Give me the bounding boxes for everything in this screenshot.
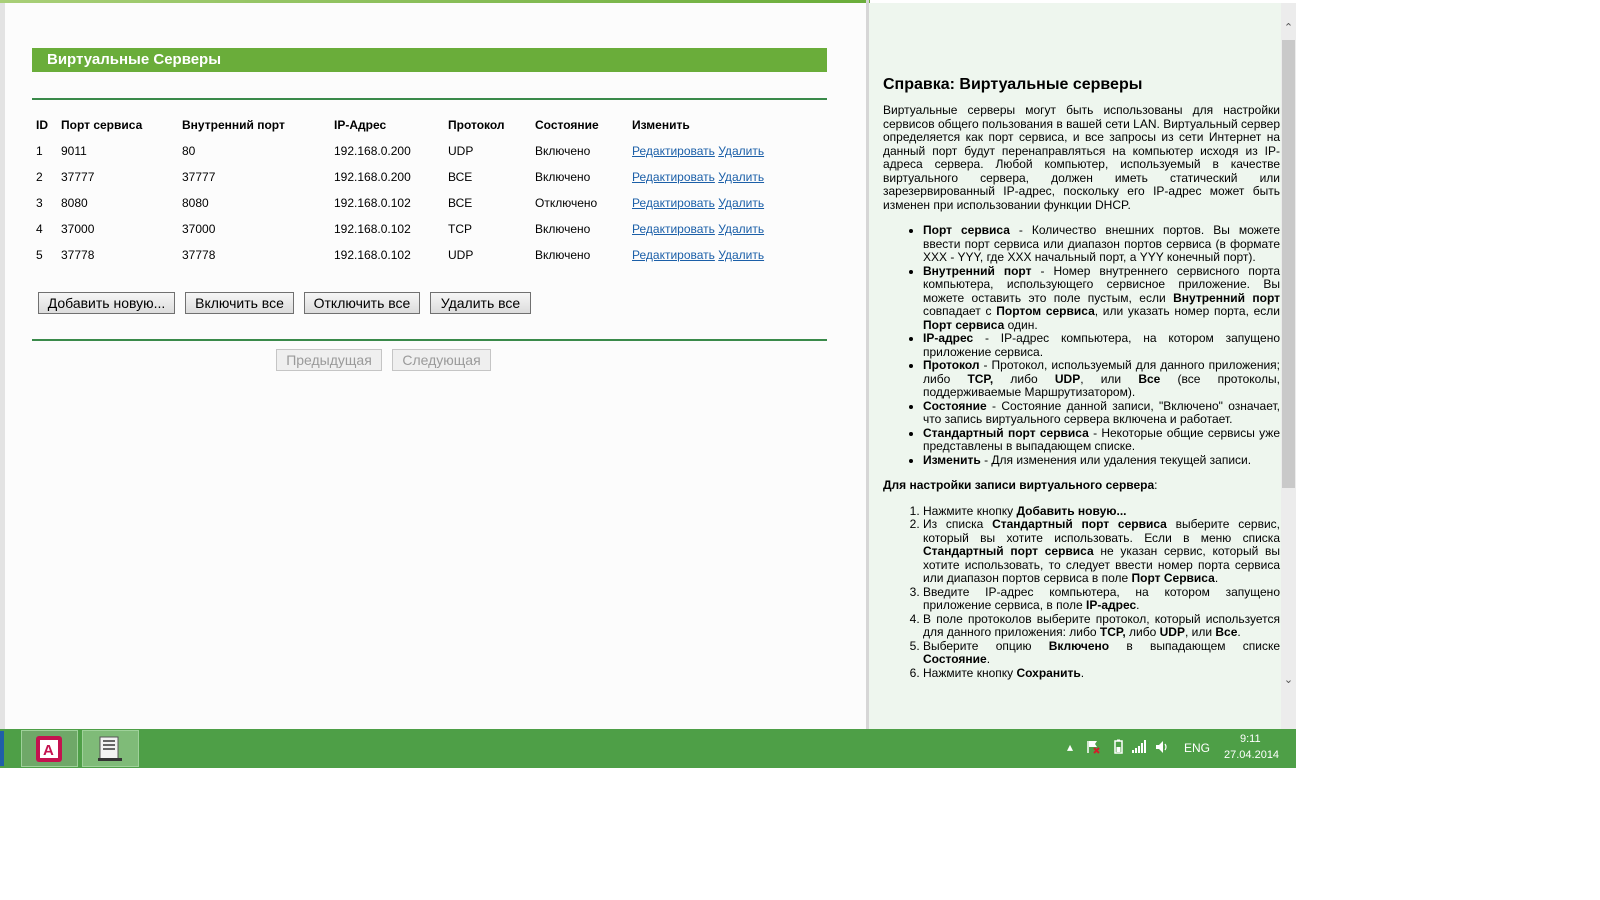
edit-link[interactable]: Редактировать [632, 144, 715, 158]
help-text: - Некоторые общие сервисы уже представлены в выпадающем списке. [923, 425, 1280, 453]
virtual-servers-table [32, 112, 822, 268]
delete-link[interactable]: Удалить [718, 222, 765, 236]
taskbar-app-explorer[interactable] [82, 730, 139, 767]
cell-protocol: UDP [448, 144, 474, 158]
help-term: Протокол [923, 358, 980, 372]
help-text: . [1214, 571, 1219, 585]
cell-actions [628, 242, 822, 268]
language-indicator[interactable]: ENG [1184, 741, 1211, 755]
server-app-icon [96, 735, 124, 763]
help-bold: Порт сервиса [923, 317, 1005, 332]
cell-internal-port: 80 [182, 144, 196, 158]
help-panel [869, 3, 1281, 729]
taskbar-app-access[interactable] [21, 730, 78, 767]
delete-link[interactable]: Удалить [718, 170, 765, 184]
help-text: - IP-адрес компьютера, на котором запущено приложение сервиса. [923, 331, 1280, 359]
list-item [923, 400, 1280, 427]
cell-status: Включено [535, 144, 591, 158]
cell-service-port: 8080 [61, 196, 88, 210]
list-item [923, 224, 1280, 265]
help-bold: TCP, [967, 371, 994, 386]
cell-actions [628, 216, 822, 242]
help-text: - Протокол, используемый для данного приложения; либо [923, 358, 1280, 386]
scroll-down-icon[interactable]: ⌄ [1283, 674, 1294, 686]
cell-ip: 192.168.0.200 [334, 170, 411, 184]
help-text: либо [993, 371, 1055, 386]
cell-id: 5 [36, 248, 43, 262]
start-button-edge[interactable] [0, 731, 4, 766]
help-text: Выберите опцию [923, 638, 1049, 653]
help-term: Изменить [923, 452, 981, 467]
cell-status: Включено [535, 222, 591, 236]
header-modify: Изменить [632, 118, 690, 132]
cell-internal-port: 8080 [182, 196, 209, 210]
help-text: (все протоколы, поддерживаемые Маршрутизатором). [923, 371, 1280, 399]
disable-all-button[interactable]: Отключить все [304, 292, 420, 314]
list-item [923, 518, 1280, 586]
help-bold: Состояние [923, 652, 987, 666]
table-row [32, 190, 822, 216]
list-item [923, 586, 1280, 613]
bottom-divider [32, 339, 827, 341]
header-ip-address: IP-Адрес [334, 118, 387, 132]
battery-icon[interactable] [1110, 739, 1126, 755]
list-item [923, 667, 1280, 681]
enable-all-button[interactable]: Включить все [185, 292, 294, 314]
help-setup-heading [883, 479, 1280, 493]
add-new-button[interactable]: Добавить новую... [38, 292, 175, 314]
help-text: Нажмите кнопку [923, 665, 1017, 680]
help-text: - Состояние данной записи, "Включено" означает, что запись виртуального сервера включена и работает. [923, 398, 1280, 426]
list-item [923, 640, 1280, 667]
previous-page-button[interactable]: Предыдущая [276, 349, 382, 371]
help-intro: Виртуальные серверы могут быть использованы для настройки сервисов общего пользования в вашей сети LAN. Виртуальный сервер определяется как порт сервиса, и все запросы из сети Интернет на данный порт будут перенаправляться на компьютер исходя из IP-адреса сервера. Любой компьютер, используемый в качестве виртуального сервера, должен иметь статический или зарезервированный IP-адрес, поскольку его IP-адрес может быть изменен при использовании функции DHCP. [883, 103, 1280, 212]
help-bold: Стандартный порт сервиса [923, 544, 1094, 558]
help-field-list [883, 224, 1280, 467]
cell-ip: 192.168.0.102 [334, 222, 411, 236]
list-item [923, 505, 1280, 519]
cell-service-port: 37777 [61, 170, 95, 184]
list-item [923, 427, 1280, 454]
delete-link[interactable]: Удалить [718, 144, 765, 158]
cell-ip: 192.168.0.200 [334, 144, 411, 158]
help-setup-colon: : [1154, 478, 1158, 492]
cell-actions [628, 190, 822, 216]
list-item [923, 613, 1280, 640]
delete-link[interactable]: Удалить [718, 196, 765, 210]
taskbar [0, 729, 1296, 768]
cell-status: Включено [535, 248, 591, 262]
cell-status: Включено [535, 170, 591, 184]
help-bold: UDP [1054, 371, 1081, 386]
cell-actions [628, 164, 822, 190]
cell-actions [628, 138, 822, 164]
help-text: либо [1125, 625, 1160, 639]
help-text: , или указать номер порта, если [1094, 304, 1280, 318]
help-bold: IP-адрес [1085, 598, 1137, 612]
cell-status: Отключено [535, 196, 598, 210]
signal-strength-icon[interactable] [1131, 739, 1147, 755]
cell-ip: 192.168.0.102 [334, 248, 411, 262]
cell-protocol: UDP [448, 248, 474, 262]
edit-link[interactable]: Редактировать [632, 222, 715, 236]
help-text: - Номер внутреннего сервисного порта компьютера, использующего сервисное приложение. Вы можете оставить это поле пустым, если [923, 263, 1281, 305]
help-bold: Стандартный порт сервиса [992, 517, 1167, 531]
access-app-icon [35, 735, 63, 763]
help-bold: Добавить новую... [1016, 503, 1127, 518]
help-bold: Сохранить [1016, 665, 1081, 680]
help-bold: TCP, [1099, 625, 1126, 639]
help-text: , или [1080, 371, 1139, 386]
cell-internal-port: 37000 [182, 222, 216, 236]
clock-date[interactable]: 27.04.2014 [1224, 749, 1280, 761]
help-text: - Для изменения или удаления текущей записи. [980, 452, 1252, 467]
next-page-button[interactable]: Следующая [392, 349, 491, 371]
help-text: Введите IP-адрес компьютера, на котором запущено приложение сервиса, в поле [923, 584, 1280, 612]
tray-expand-icon[interactable]: ▴ [1066, 740, 1074, 754]
top-divider [32, 98, 827, 100]
help-bold: Включено [1048, 638, 1110, 653]
cell-internal-port: 37778 [182, 248, 216, 262]
svg-text:A: A [43, 742, 54, 759]
page-title: Виртуальные Серверы [32, 48, 827, 72]
help-text: . [1136, 598, 1140, 612]
help-bold: Порт Сервиса [1131, 571, 1215, 585]
help-bold: UDP [1159, 625, 1185, 639]
help-term: Состояние [923, 398, 987, 413]
help-text: - Количество внешних портов. Вы можете ввести порт сервиса или диапазон портов сервиса (в формате XXX - YYY, где XXX начальный порт, а YYY конечный порт). [923, 223, 1281, 264]
edit-link[interactable]: Редактировать [632, 170, 715, 184]
header-protocol: Протокол [448, 118, 505, 132]
help-term: Стандартный порт сервиса [923, 425, 1089, 440]
help-text: в выпадающем списке [1109, 638, 1280, 653]
header-internal-port: Внутренний порт [182, 118, 285, 132]
help-text: один. [1004, 317, 1038, 332]
cell-internal-port: 37777 [182, 170, 216, 184]
list-item [923, 359, 1280, 400]
cell-protocol: ВСЕ [448, 170, 473, 184]
cell-id: 3 [36, 196, 43, 210]
cell-protocol: TCP [448, 222, 472, 236]
table-row [32, 138, 822, 164]
help-text: не указан сервис, который вы хотите использовать, то следует ввести номер порта сервиса или диапазон портов сервиса в поле [923, 544, 1280, 585]
help-term: Внутренний порт [923, 263, 1032, 278]
header-status: Состояние [535, 118, 599, 132]
cell-id: 4 [36, 222, 43, 236]
cell-service-port: 37000 [61, 222, 95, 236]
delete-link[interactable]: Удалить [718, 248, 765, 262]
help-title: Справка: Виртуальные серверы [883, 76, 1143, 93]
help-text: . [1080, 665, 1085, 680]
help-text: В поле протоколов выберите протокол, который используется для данного приложения: либо [923, 611, 1280, 639]
help-text: . [1237, 625, 1241, 639]
table-row [32, 242, 822, 268]
edit-link[interactable]: Редактировать [632, 248, 715, 262]
help-setup-title: Для настройки записи виртуального сервера [883, 478, 1155, 492]
cell-service-port: 9011 [61, 144, 87, 158]
cell-id: 2 [36, 170, 43, 184]
cell-ip: 192.168.0.102 [334, 196, 411, 210]
list-item [923, 332, 1280, 359]
cell-service-port: 37778 [61, 248, 95, 262]
table-row [32, 164, 822, 190]
scroll-up-icon[interactable]: ⌃ [1283, 22, 1294, 34]
help-term: IP-адрес [923, 331, 974, 345]
cell-protocol: ВСЕ [448, 196, 473, 210]
table-header-row [32, 112, 822, 138]
help-text: выберите сервис, который вы хотите использовать. Если в меню списка [923, 517, 1280, 545]
help-bold: Внутренний порт [1173, 290, 1281, 305]
help-bold: Портом сервиса [996, 304, 1095, 318]
cell-id: 1 [36, 144, 43, 158]
delete-all-button[interactable]: Удалить все [430, 292, 531, 314]
help-text: Из списка [923, 517, 993, 531]
volume-icon[interactable] [1154, 739, 1170, 755]
header-id: ID [36, 118, 48, 132]
help-steps-list [883, 505, 1280, 681]
help-text: , или [1184, 625, 1216, 639]
help-term: Порт сервиса [923, 223, 1010, 237]
action-center-flag-icon[interactable] [1085, 739, 1101, 755]
help-text: Нажмите кнопку [923, 503, 1017, 518]
edit-link[interactable]: Редактировать [632, 196, 715, 210]
list-item [923, 265, 1280, 333]
scroll-thumb[interactable] [1282, 40, 1295, 488]
help-bold: Все [1215, 625, 1238, 639]
list-item [923, 454, 1280, 468]
table-row [32, 216, 822, 242]
help-text: . [986, 652, 991, 666]
help-scrollbar[interactable] [1281, 3, 1296, 729]
help-text: совпадает с [923, 304, 997, 318]
header-service-port: Порт сервиса [61, 118, 143, 132]
help-content [883, 76, 1280, 680]
clock-time[interactable]: 9:11 [1240, 733, 1261, 745]
help-bold: Все [1138, 371, 1161, 386]
